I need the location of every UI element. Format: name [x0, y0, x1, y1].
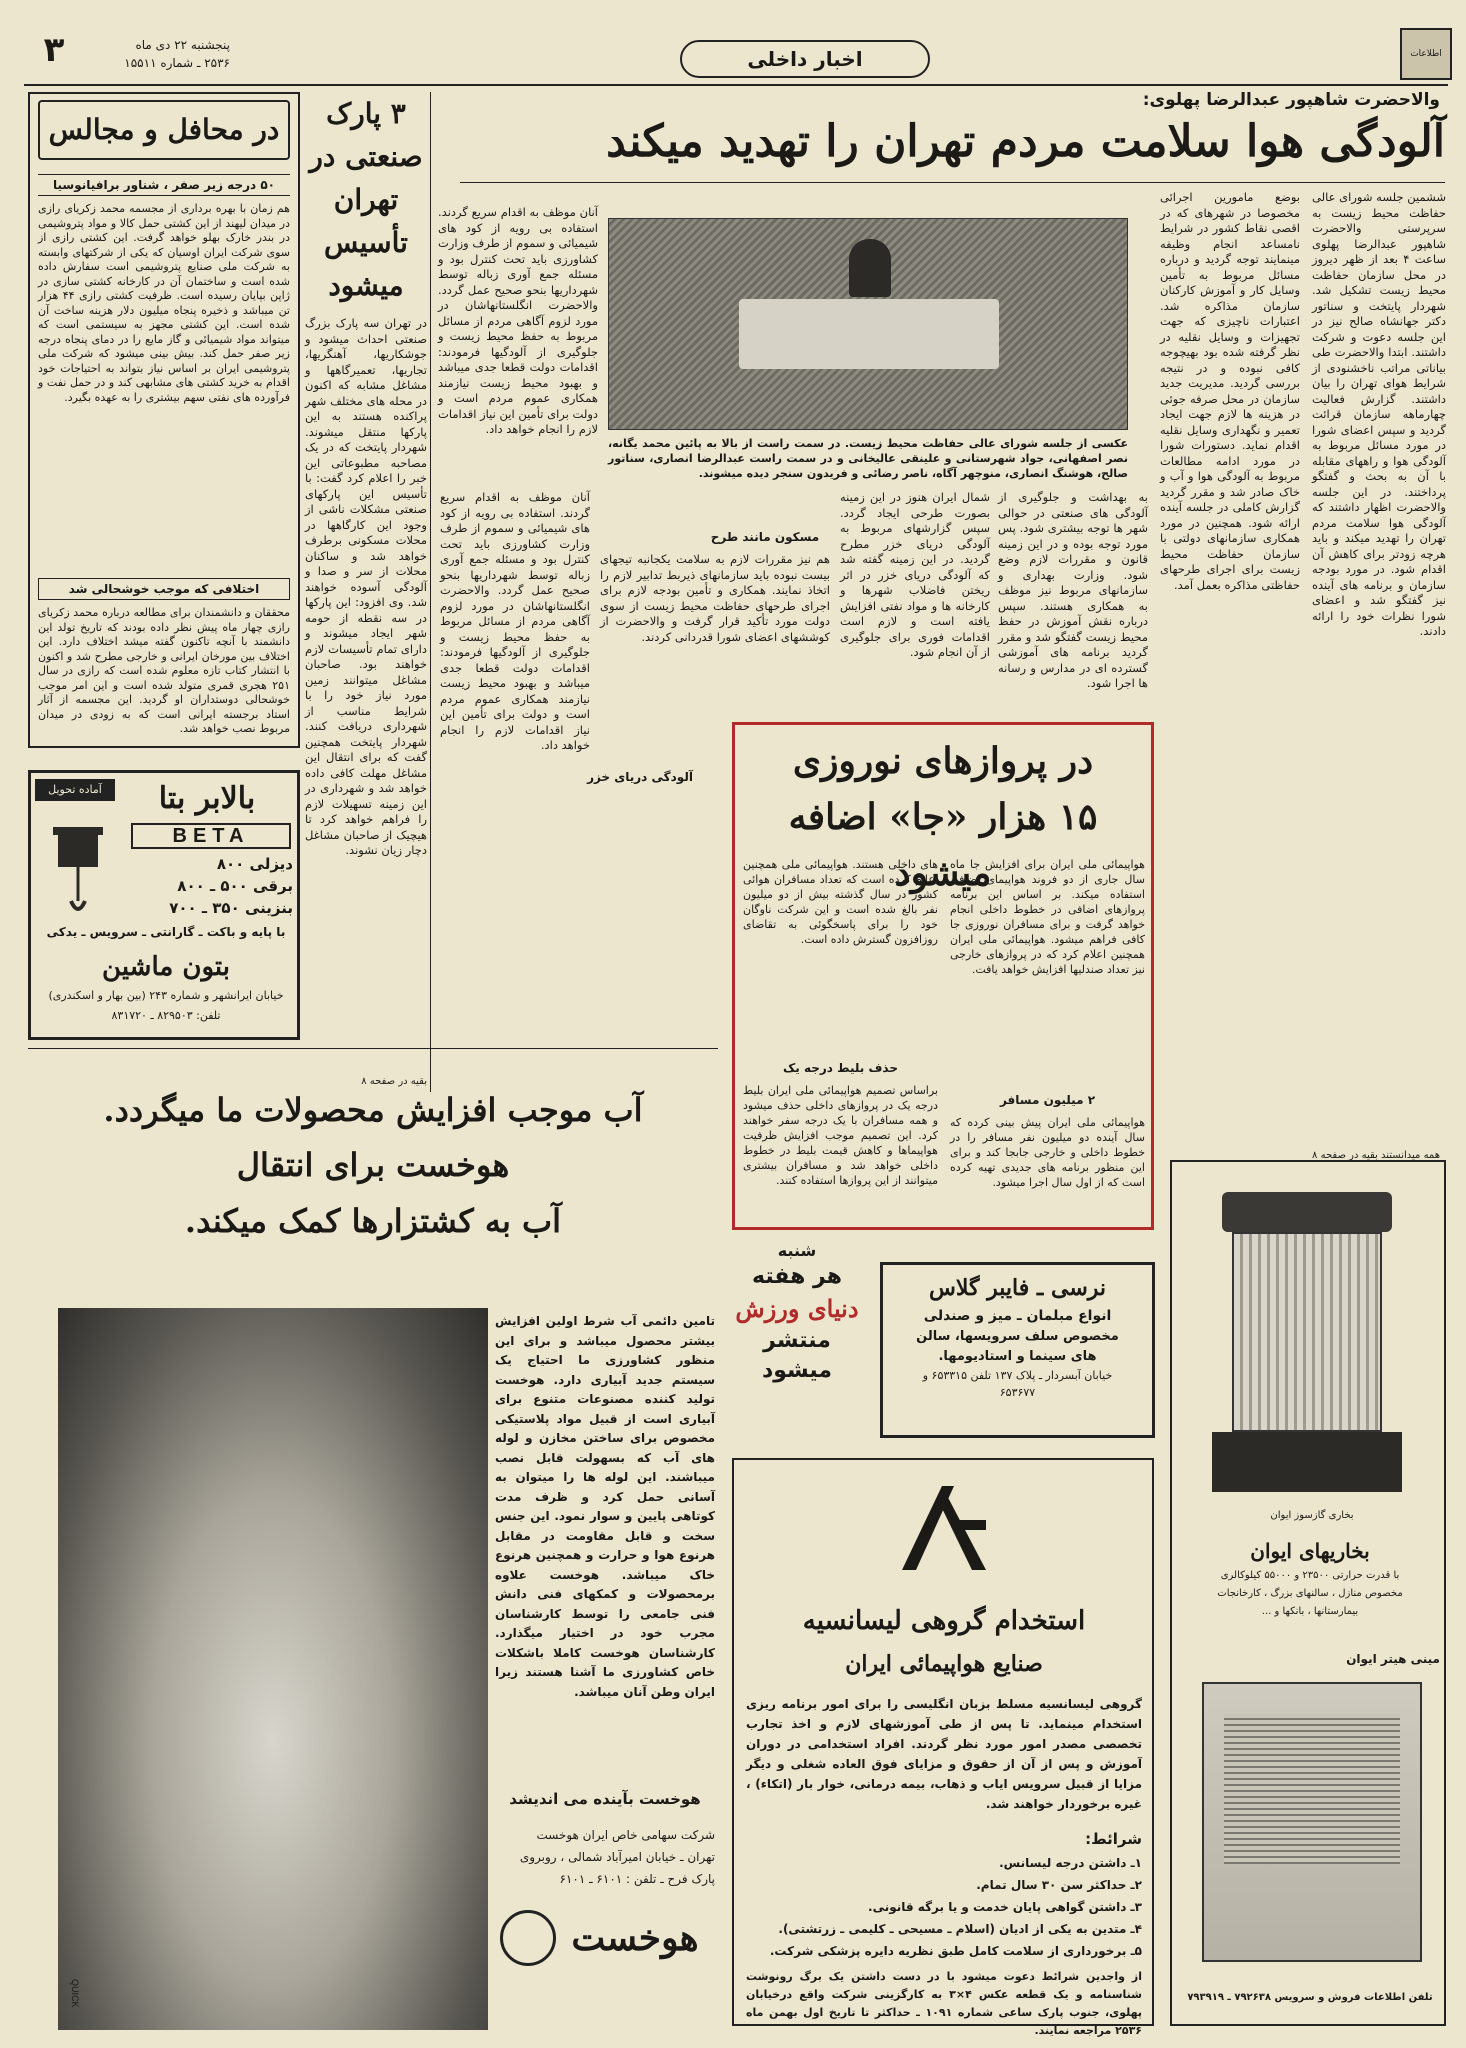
narsi-line4: خیابان آبسردار ـ پلاک ۱۳۷ تلفن ۶۵۳۳۱۵ و: [922, 1369, 1113, 1382]
heater-brand-plate: بخاری گازسوز ایوان: [1270, 1510, 1354, 1521]
main-kicker: والاحضرت شاهپور عبدالرضا پهلوی:: [1142, 90, 1440, 110]
hookhast-address: تهران ـ خیابان امیرآباد شمالی ، روبروی: [519, 1850, 715, 1864]
flights-subhead1: ۲ میلیون مسافر: [999, 1093, 1096, 1107]
beta-address: خیابان ایرانشهر و شماره ۲۴۳ (بین بهار و اسکندری): [48, 989, 284, 1002]
hookhast-phone: پارک فرح ـ تلفن : ۶۱۰۱ ـ ۶۱۰۱: [559, 1872, 715, 1886]
flights-col-left: های داخلی هستند. هواپیمائی ملی همچنین اعلام کرده است که تعداد مسافران هوائی کشور در سال گذشته بیش از دو میلیون نفر بالغ شده است و این شرکت ناوگان خود را برای پاسخگوئی به تقاضای روزافزون گسترش داده است.: [743, 858, 938, 946]
park-divider: [430, 92, 431, 1092]
beta-line4: با پایه و باکت ـ گارانتی ـ سرویس ـ یدکی: [46, 925, 286, 939]
hands-water-photo: [58, 1308, 488, 2030]
beta-line3: بنزینی ۳۵۰ ـ ۷۰۰: [169, 899, 293, 917]
narsi-line2: مخصوص سلف سرویسها، سالن: [916, 1329, 1119, 1344]
narsi-line3: های سینما و استادیومها.: [938, 1349, 1097, 1364]
ai-logo-icon: [894, 1480, 994, 1574]
park-continue-note: بقیه در صفحه ۸: [361, 1076, 427, 1087]
main-col-7: آنان موظف به اقدام سریع گردند. استفاده بی رویه از کود های شیمیائی و سموم از طرف وزارت کشاورزی باید تحت کنترل بود و مسئله جمع آوری زباله توسط شهرداریها بنحو صحیح عمل گردد. والاحضرت انگلستانهاشان در مورد لزوم آگاهی مردم از مسائل مربوط به حفظ محیط زیست و جلوگیری از آلودگیها فرمودند: اقدامات دولت قطعا جدی میباشد و بهبود محیط زیست نیازمند همکاری عموم مردم است و دولت برای تأمین این نیاز اقدامات لازم را انجام خواهد داد.: [440, 490, 590, 752]
narsi-ad: [880, 1262, 1155, 1438]
mini-heater-brand: مینی هیتر ایوان: [1346, 1652, 1440, 1666]
narsi-title: نرسی ـ فایبر گلاس: [928, 1275, 1107, 1301]
flights-col-left2: براساس تصمیم هواپیمائی ملی ایران بلیط درجه یک در پروازهای داخلی حذف میشود و همه مسافران با یک درجه سفر خواهند کرد. این تصمیم موجب افزایش ظرفیت هواپیماها و کاهش قیمت بلیط در خطوط داخلی خواهد شد و مسافران بیشتری میتوانند از این پروازها استفاده کنند.: [743, 1084, 938, 1187]
header-rule: [24, 84, 1448, 86]
heater-body: [1232, 1232, 1382, 1432]
main-col-6: هم نیز مقررات لازم به سلامت یکجانبه تیجهای بیست نبوده باید سازمانهای ذیربط تدابیر لازم را اتخاذ نمایند. همکاری و تأمین بودجه لازم برای اجرای طرحهای حفاظت محیط زیست از سوی دولت مورد تأکید قرار گرفت و والاحضرت از کوششهای اعضای شورا قدردانی کردند.: [600, 552, 830, 644]
gatherings-item2-body: محققان و دانشمندان برای مطالعه درباره محمد زکریای رازی چهار ماه پیش نظر داده بودند که تاریخ تولد این دانشمند با آنچه تاکنون گفته میشد اختلاف دارد. این اختلاف بین مورخان ایرانی و خارجی مطرح شد و اکنون با انتشار کتاب تازه معلوم شده است که رازی در سال ۲۵۱ هجری قمری متولد شده است و این امر موجب خوشحالی دوستداران او گردید. این مجسمه از آثار استاد برجسته ایرانی است که به زودی در میدان مربوط نصب خواهد شد.: [38, 606, 290, 735]
hookhast-logo-icon: [500, 1910, 556, 1966]
park-headline: ۳ پارک صنعتی در تهران تأسیس میشود: [309, 97, 423, 302]
hookhast-top-rule: [28, 1048, 718, 1049]
subhead-mask: مسکون مانند طرح: [710, 530, 820, 544]
job-footer: از واجدین شرائط دعوت میشود با در دست داشتن یک برگ رونوشت شناسنامه و یک قطعه عکس ۴×۳ به کارگزینی شرکت واقع درخیابان پهلوی، جنوب پارک ساعی شماره ۱۰۹۱ ـ حداکثر تا تاریخ اول بهمن ماه ۲۵۳۶ مراجعه نمایند.: [746, 1970, 1143, 2037]
table-shape: [739, 299, 999, 369]
gatherings-item1-body: هم زمان با بهره برداری از مجسمه محمد زکریای رازی در میدان لیهند از این کشتی حمل کالا و مواد پتروشیمی در بندر خارک بهلو خواهد گرفت. این کشتی رازی از سوی شرکت ایران اوسیان که یکی از شرکتهای وابسته به شرکت ملی صنایع پتروشیمی است سفارش داده شده است و ساختمان آن در کارخانه کشتی سازی در ژاپن بپایان رسیده است. ظرفیت کشتی رازی ۴۴ هزار تن میباشد و ذخیره پنجاه میلیون دلار هزینه ساخت آن شده است. این کشتی مجهز به سیستمی است که میتواند مواد شیمیائی و گاز مایع را در دمای پنجاه درجه زیر صفر حمل کند. بیش بینی میشود که شرکت ملی پتروشیمی ایران بر اساس نیاز بتواند به احتیاجات خود اقدام به خرید کشتی های مشابهی کند و در حمل نفت و فرآورده های نفتی سهم بیشتری را به عهده بگیرد.: [38, 202, 290, 404]
beta-company: بتون ماشین: [102, 952, 230, 982]
continue-note: همه میدانستند بقیه در صفحه ۸: [1312, 1150, 1440, 1161]
job-conditions-title: شرائط:: [1085, 1830, 1142, 1848]
subhead-caspian: آلودگی دریای خزر: [587, 770, 693, 784]
job-cond3: ۳ـ داشتن گواهی پایان خدمت و یا برگه قانونی.: [868, 1900, 1142, 1914]
heater-large-image: [1202, 1192, 1412, 1502]
flights-col-right2: هواپیمائی ملی ایران پیش بینی کرده که سال آینده دو میلیون نفر مسافر را در خطوط داخلی و خارجی جابجا کند و برای این منظور برنامه های جدیدی تهیه کرده است که از اول سال اجرا میشود.: [950, 1116, 1145, 1189]
beta-title: بالابر بتا: [158, 781, 256, 816]
beta-line1: دیزلی ۸۰۰: [216, 855, 293, 873]
sports-ad: [732, 1240, 862, 1440]
beta-ad: [28, 770, 300, 1040]
beta-logo: BETA: [131, 823, 291, 849]
hookhast-headline1: آب موجب افزایش محصولات ما میگردد.: [103, 1091, 643, 1129]
job-headline: استخدام گروهی لیسانسیه: [802, 1606, 1086, 1636]
narsi-line1: انواع مبلمان ـ میز و صندلی: [923, 1308, 1112, 1324]
flights-subhead2: حذف بلیط درجه یک: [783, 1061, 898, 1075]
hookhast-body: تامین دائمی آب شرط اولین افزایش بیشتر محصول میباشد و برای این منظور کشاورزی ما احتیاج یک سیستم جدید آبیاری دارد. هوخست تولید کننده مصنوعات متنوع برای آبیاری است از قبیل مواد پلاستیکی مخصوص برای ساختن مخازن و لوله های آب که بسهولت قابل نصب میباشند. این لوله ها را میتوان به آسانی حمل کرد و ظرف مدت کوتاهی پایین و سوار نمود. این جنس سخت و قابل مقاومت در مقابل هرنوع هوا و حرارت و همچنین هرنوع خاک میباشد. هوخست علاوه برمحصولات و کمکهای فنی دانش فنی جامعی را توسط کارشناسان مجرب خود در اختیار میگذارد. کارشناسان هوخست کاملا باشکلات خاص کشاورزی ما آشنا هستند زیرا ایران وطن آنان میباشد.: [495, 1314, 715, 1699]
main-col-1: ششمین جلسه شورای عالی حفاظت محیط زیست به سرپرستی والاحضرت شاهپور عبدالرضا پهلوی ساعت ۴ بعد از ظهر دیروز در محل سازمان حفاظت محیط زیست تشکیل شد. شهردار پایتخت و سناتور دکتر جهانشاه صالح نیز در این جلسه دعوت و شرکت داشتند. ابتدا والاحضرت طی بیاناتی مراتب ناخشنودی از شرایط هوای تهران را بیان داشتند. گزارش فعالیت چهارماهه سازمان قرائت گردید و سپس اعضای شورا در مورد مسائل مربوط به آلودگی هوا و راههای مقابله با آن به بحث و گفتگو پرداختند. در این جلسه والاحضرت اظهار داشتند که آلودگی هوا سلامت مردم تهران را تهدید میکند و باید هرچه زودتر برای کاهش آن اقدام شود. در مورد بودجه سازمان و برنامه های آینده نیز گفتگو شد و اعضای شورا نظرات خود را ارائه دادند.: [1312, 190, 1446, 638]
heater-top: [1222, 1192, 1392, 1232]
beta-phone: تلفن: ۸۲۹۵۰۳ ـ ۸۳۱۷۲۰: [111, 1009, 221, 1022]
flights-headline1: در پروازهای نوروزی: [792, 740, 1094, 782]
hookhast-headline3: آب به کشتزارها کمک میکند.: [184, 1202, 562, 1240]
gatherings-item1-title: ۵۰ درجه زیر صفر ، شناور برافیانوسیا: [38, 174, 290, 196]
photo-caption: عکسی از جلسه شورای عالی حفاظت محیط زیست. در سمت راست از بالا به پائین محمد یگانه، نصر اصفهانی، جواد شهرستانی و علینقی عالیخانی و در سمت راست عبدالرضا انصاری، سناتور صالح، هوشنگ انصاری، منوچهر آگاه، ناصر رضائی و فریدون سنجر دیده میشوند.: [608, 437, 1128, 480]
job-intro: گروهی لیسانسیه مسلط بزبان انگلیسی را برای امور برنامه ریزی استخدام مینماید. تا پس از طی آموزشهای لازم و اخذ تجارب تخصصی مصدر امور مورد نظر گردند. افراد استخدامی در دوران آموزش و پس از آن از حقوق و مزایای فوق العاده شغلی و دیگر مزایا از قبیل سرویس ایاب و ذهاب، بیمه درمانی، خوار بار (اتکاء) ، غیره برخوردار خواهند شد.: [746, 1697, 1142, 1811]
sports-line2: هر هفته: [751, 1264, 842, 1289]
headline-rule: [460, 182, 1445, 183]
narsi-line5: ۶۵۳۶۷۷: [999, 1386, 1036, 1399]
gatherings-box: [28, 92, 300, 748]
flights-headline2: ۱۵ هزار «جا» اضافه میشود: [788, 796, 1098, 894]
hookhast-company: شرکت سهامی خاص ایران هوخست: [536, 1828, 715, 1842]
heater-line2: مخصوص منازل ، سالنهای بزرگ ، کارخانجات: [1217, 1588, 1403, 1599]
job-cond2: ۲ـ حداکثر سن ۳۰ سال تمام.: [976, 1878, 1142, 1892]
page-number: ۳: [43, 30, 65, 70]
section-title: اخبار داخلی: [680, 40, 930, 78]
sports-line3: دنیای ورزش: [735, 1294, 859, 1323]
main-headline: آلودگی هوا سلامت مردم تهران را تهدید میکند: [606, 116, 1445, 167]
gatherings-item2-title: اختلافی که موجب خوشحالی شد: [38, 578, 290, 600]
main-col-4: به بهداشت و جلوگیری از آلودگی های صنعتی در حوالی شهر ها توجه بیشتری شود. پس مورد توجه بوده و در این زمینه قانون و مقررات لازم وضع شود. وزارت بهداری و سازمانهای مربوط نیز موظف به همکاری هستند. سپس درباره نقش آموزش در حفظ محیط زیست گفتگو شد و مقرر گردید برنامه های آموزشی گسترده ای در مدارس و رسانه ها اجرا شود.: [998, 490, 1148, 690]
sports-line4: منتشر: [763, 1328, 831, 1353]
hookhast-slogan: هوخست بآینده می اندیشد: [509, 1790, 701, 1808]
heater-ad: [1170, 1160, 1446, 2026]
issue-line: ۲۵۳۶ ـ شماره ۱۵۵۱۱: [124, 56, 230, 70]
beta-badge: آماده تحویل: [35, 779, 115, 801]
hookhast-brand: هوخست: [571, 1917, 699, 1959]
meeting-photo: [608, 218, 1128, 430]
presiding-person: [849, 239, 891, 297]
masthead-logo: اطلاعات: [1400, 28, 1452, 80]
heater-title: بخاریهای ایوان: [1250, 1539, 1370, 1563]
mini-heater-image: [1202, 1682, 1422, 1962]
flights-box: [732, 722, 1154, 1230]
job-cond1: ۱ـ داشتن درجه لیسانس.: [999, 1856, 1142, 1870]
park-body: در تهران سه پارک بزرگ صنعتی احداث میشود و جوشکاریها، آهنگریها، تجاریها، تعمیرگاهها و مشاغل مشابه که اکنون در محله های مختلف شهر پراکنده هستند به این پارکها منتقل میشوند. شهردار پایتخت که در یک مصاحبه مطبوعاتی این خبر را اعلام کرد گفت: با تأسیس این پارکهای صنعتی مشکلات ناشی از وجود این کارگاهها در محلات مسکونی برطرف خواهد شد و ساکنان محلات از سر و صدا و آلودگی آسوده خواهند شد. وی افزود: این پارکها در سه نقطه از حومه شهر ایجاد میشوند و دارای تمام تأسیسات لازم خواهند بود. صاحبان مشاغل میتوانند زمین مورد نیاز خود را با شرایط مناسب از شهرداری دریافت کنند. شهردار پایتخت همچنین گفت که برای انتقال این مشاغل مهلت کافی داده خواهد شد و شهرداری در این زمینه تسهیلات لازم را فراهم خواهد کرد تا هیچیک از صاحبان مشاغل دچار زیان نشوند.: [305, 316, 427, 857]
sports-line5: میشود: [761, 1358, 833, 1383]
job-ad: [732, 1458, 1154, 2037]
beta-line2: برقی ۵۰۰ ـ ۸۰۰: [177, 877, 293, 895]
heater-line3: بیمارستانها ، بانکها و ...: [1261, 1606, 1359, 1617]
hookhast-headline2: هوخست برای انتقال: [236, 1146, 510, 1184]
heater-base: [1212, 1432, 1402, 1492]
sports-line1: شنبه: [777, 1241, 817, 1260]
photo-tag: QUICK: [70, 1979, 80, 2008]
gatherings-title: در محافل و مجالس: [38, 100, 290, 160]
job-cond5: ۵ـ برخورداری از سلامت کامل طبق نظریه دایره پزشکی شرکت.: [769, 1944, 1142, 1958]
heater-line1: با قدرت حرارتی ۲۳۵۰۰ و ۵۵۰۰۰ کیلوکالری: [1220, 1570, 1400, 1581]
main-col-3: آنان موظف به اقدام سریع گردند. استفاده بی رویه از کود های شیمیائی و سموم از طرف وزارت کشاورزی باید تحت کنترل بود و مسئله جمع آوری زباله توسط شهرداریها بنحو صحیح عمل گردد. والاحضرت انگلستانهاشان در مورد لزوم آگاهی مردم از مسائل مربوط به حفظ محیط زیست و جلوگیری از آلودگیها فرمودند: اقدامات دولت قطعا جدی میباشد و بهبود محیط زیست نیازمند همکاری عموم مردم است و دولت برای تأمین این نیاز اقدامات لازم را انجام خواهد داد.: [438, 205, 598, 436]
heater-phone: تلفن اطلاعات فروش و سرویس ۷۹۲۶۳۸ ـ ۷۹۳۹۱۹: [1187, 1992, 1433, 2003]
hoist-icon: [43, 813, 113, 923]
job-cond4: ۴ـ متدین به یکی از ادیان (اسلام ـ مسیحی ـ کلیمی ـ زرتشتی).: [778, 1922, 1142, 1936]
date-line: پنجشنبه ۲۲ دی ماه: [135, 38, 230, 52]
job-company: صنایع هواپیمائی ایران: [845, 1651, 1043, 1677]
mini-heater-grille: [1224, 1714, 1400, 1864]
flights-col-right: هواپیمائی ملی ایران برای افزایش جا ماه سال جاری از دو فروند هواپیمای اضافی استفاده میکند. بر اساس این برنامه پروازهای اضافی در خطوط داخلی انجام خواهد گرفت و برای مسافران نوروزی جا کافی فراهم میشود. هواپیمائی ملی ایران همچنین اعلام کرد که در پروازهای خارجی نیز تعداد صندلیها افزایش خواهد یافت.: [950, 858, 1145, 976]
main-col-2: بوضع مامورین اجرائی مخصوصا در شهرهای که در اقصی نقاط کشور در شرایط نامساعد انجام وظیفه مینمایند توجه گردید و درباره مسائل مربوط به تأمین وسایل کار و آموزش کارکنان سازمان مذاکره شد. اعتبارات ناچیزی که جهت تجهیزات و وسایل نقلیه در نظر گرفته شده بود بهیچوجه کافی نبوده و در نتیجه بررسی گردید. مدیریت جدید سازمان در محل صرفه جوئی در هزینه ها لازم جهت ایجاد تعمیر و نگهداری وسایل نقلیه اقدام نماید. دستورات شورا در مورد ادامه مطالعات مربوط به آلودگی هوا و آب و خاک صادر شد و مقرر گردید گزارش کاملی در جلسه آینده ارائه شود. همچنین در مورد همکاری سازمانهای دولتی با سازمان حفاظت محیط زیست برای اجرای طرحهای حفاظتی مذاکره بعمل آمد.: [1160, 190, 1300, 592]
main-col-5: شمال ایران هنوز در این زمینه بصورت طرحی ایجاد گردد. سپس گزارشهای مربوط به آلودگی دریای خزر مطرح گردید. در این زمینه گفته شد که آلودگی دریای خزر در اثر ریختن فاضلاب شهرها و کارخانه ها و مواد نفتی افزایش یافته است و لازم است اقدامات فوری برای جلوگیری از آن انجام شود.: [840, 490, 990, 659]
